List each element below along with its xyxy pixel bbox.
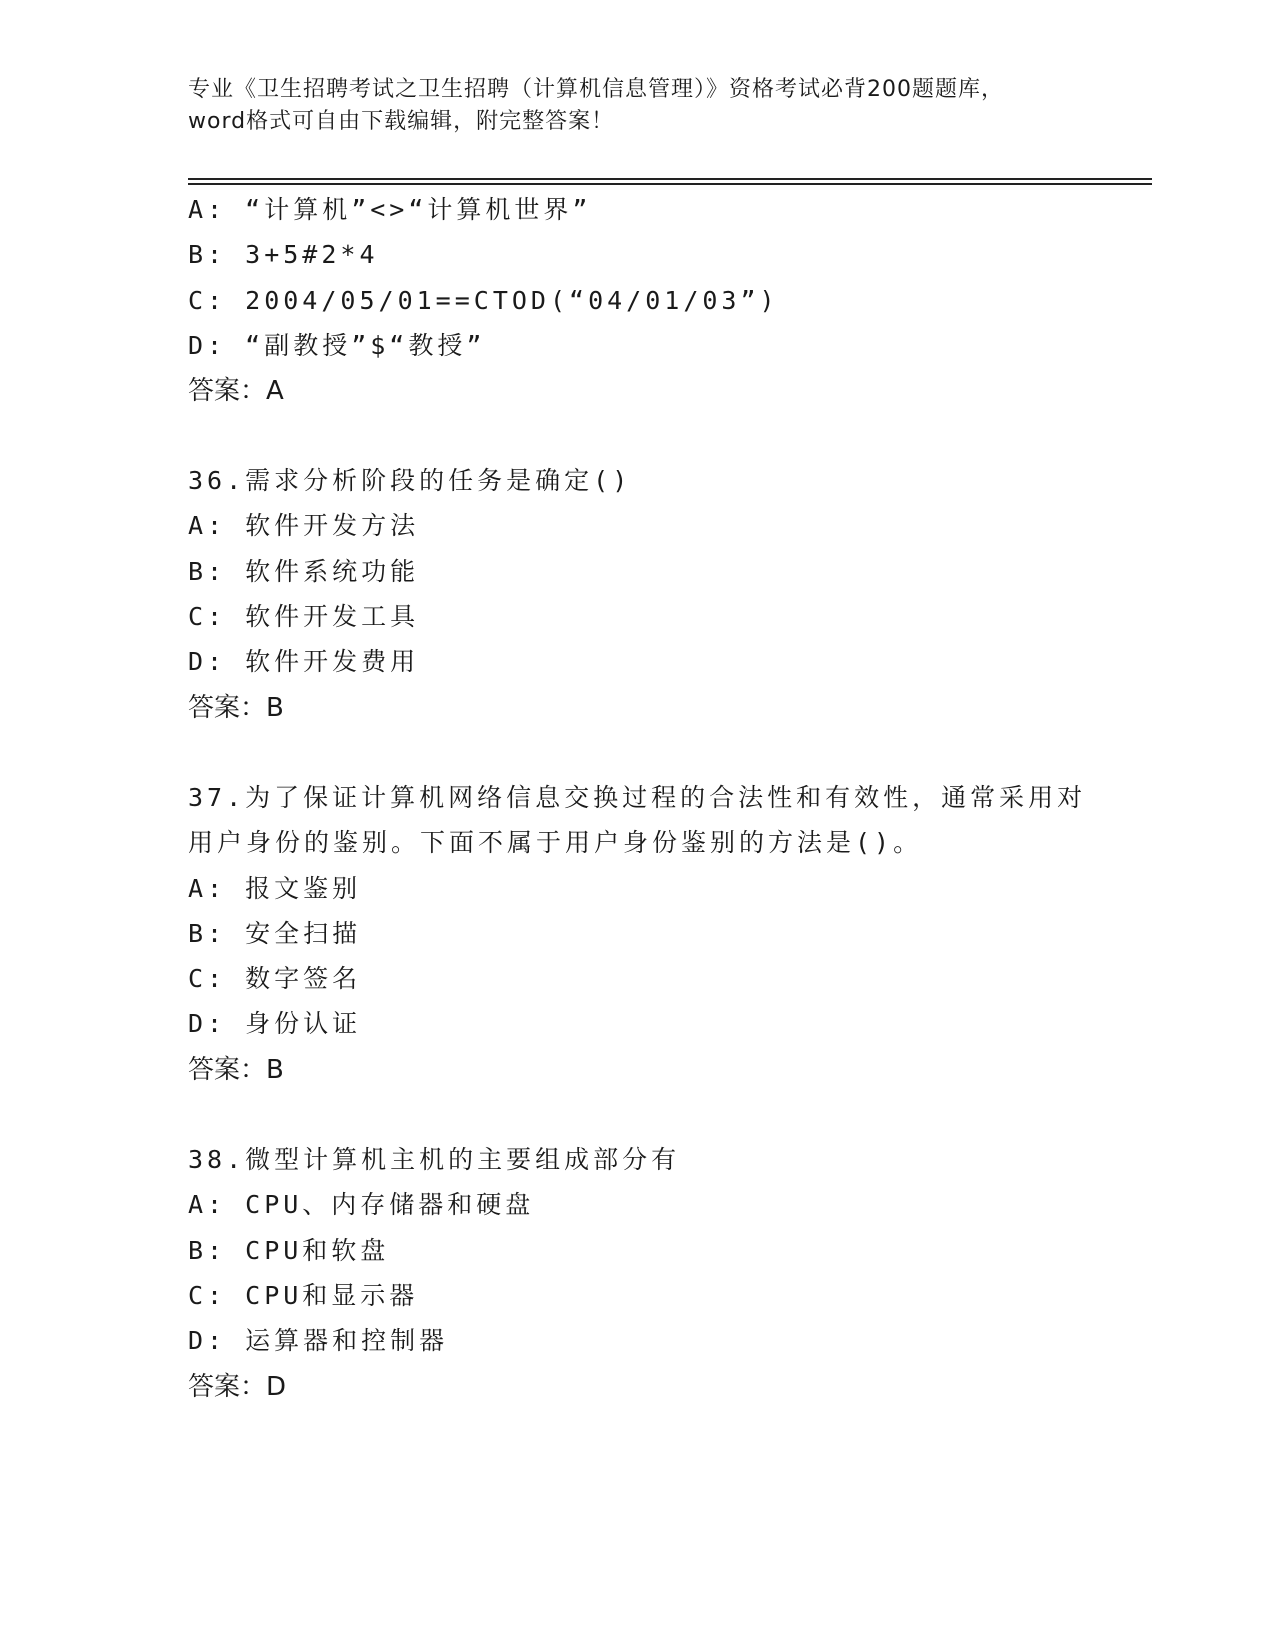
- question-36-option-a: A: 软件开发方法: [188, 511, 420, 540]
- question-36-answer: 答案：B: [188, 693, 284, 723]
- header-line-1: 专业《卫生招聘考试之卫生招聘（计算机信息管理）》资格考试必背200题题库，: [188, 77, 1004, 102]
- question-36-option-d: D: 软件开发费用: [188, 647, 420, 676]
- question-38-option-c: C: CPU和显示器: [188, 1281, 419, 1310]
- question-37-text-line-2: 用户身份的鉴别。下面不属于用户身份鉴别的方法是()。: [188, 828, 923, 857]
- document-header: [188, 74, 1088, 138]
- question-37-answer: 答案：B: [188, 1055, 284, 1085]
- question-38-option-a: A: CPU、内存储器和硬盘: [188, 1190, 535, 1219]
- header-divider-bottom: [188, 183, 1152, 185]
- question-38-option-b: B: CPU和软盘: [188, 1236, 390, 1265]
- question-37-option-a: A: 报文鉴别: [188, 874, 362, 903]
- prev-option-b: B: 3+5#2*4: [188, 240, 379, 269]
- prev-option-a: A: “计算机”<>“计算机世界”: [188, 195, 592, 224]
- question-37-option-c: C: 数字签名: [188, 964, 362, 993]
- question-37-option-b: B: 安全扫描: [188, 919, 362, 948]
- question-36-text: 36.需求分析阶段的任务是确定(): [188, 466, 632, 495]
- question-38-text: 38.微型计算机主机的主要组成部分有: [188, 1145, 681, 1174]
- question-38-option-d: D: 运算器和控制器: [188, 1326, 449, 1355]
- question-38-answer: 答案：D: [188, 1372, 287, 1402]
- question-37-text-line-1: 37.为了保证计算机网络信息交换过程的合法性和有效性，通常采用对: [188, 783, 1087, 812]
- prev-option-d: D: “副教授”$“教授”: [188, 331, 486, 360]
- prev-option-c: C: 2004/05/01==CTOD(“04/01/03”): [188, 286, 779, 315]
- question-36-option-c: C: 软件开发工具: [188, 602, 420, 631]
- question-37-option-d: D: 身份认证: [188, 1009, 362, 1038]
- header-line-2: word格式可自由下载编辑，附完整答案！: [188, 109, 615, 134]
- question-36-option-b: B: 软件系统功能: [188, 557, 420, 586]
- prev-answer: 答案：A: [188, 376, 284, 406]
- header-divider-top: [188, 178, 1152, 180]
